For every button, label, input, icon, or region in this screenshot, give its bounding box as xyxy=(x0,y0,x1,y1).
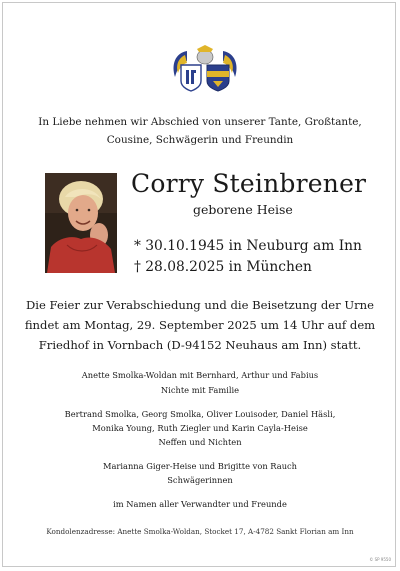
mourner-relation: Schwägerinnen xyxy=(167,475,233,485)
mourner-relation: Neffen und Nichten xyxy=(158,437,242,447)
deceased-name: Corry Steinbrener xyxy=(131,169,367,198)
maiden-name: geborene Heise xyxy=(193,202,293,217)
birth-date: * 30.10.1945 in Neuburg am Inn xyxy=(134,238,362,254)
intro-line: In Liebe nehmen wir Abschied von unserer Tante, Großtante, xyxy=(38,116,362,128)
ceremony-line: Friedhof in Vornbach (D-94152 Neuhaus am Inn) statt. xyxy=(38,338,362,352)
family-crest-icon xyxy=(167,43,243,93)
mourner-relation: Nichte mit Familie xyxy=(160,385,240,395)
closing-line: im Namen aller Verwandter und Freunde xyxy=(113,499,287,509)
intro-line: Cousine, Schwägerin und Freundin xyxy=(106,134,294,146)
ceremony-line: Die Feier zur Verabschiedung und die Beisetzung der Urne xyxy=(26,298,374,312)
mourner-names: Marianna Giger-Heise und Brigitte von Rauch xyxy=(102,461,298,471)
mourner-names: Bertrand Smolka, Georg Smolka, Oliver Louisoder, Daniel Häsli, xyxy=(64,409,336,419)
mourner-names: Monika Young, Ruth Ziegler und Karin Cayla-Heise xyxy=(92,423,308,433)
obituary-card xyxy=(2,2,396,567)
mourner-names: Anette Smolka-Woldan mit Bernhard, Arthur und Fabius xyxy=(81,370,319,380)
ceremony-line: findet am Montag, 29. September 2025 um 14 Uhr auf dem xyxy=(24,318,376,332)
death-date: † 28.08.2025 in München xyxy=(134,259,312,275)
publisher-mark: © SP 9550 xyxy=(369,557,391,562)
condolence-address: Kondolenzadresse: Anette Smolka-Woldan, Stocket 17, A-4782 Sankt Florian am Inn xyxy=(46,527,354,536)
portrait-photo xyxy=(45,173,117,273)
